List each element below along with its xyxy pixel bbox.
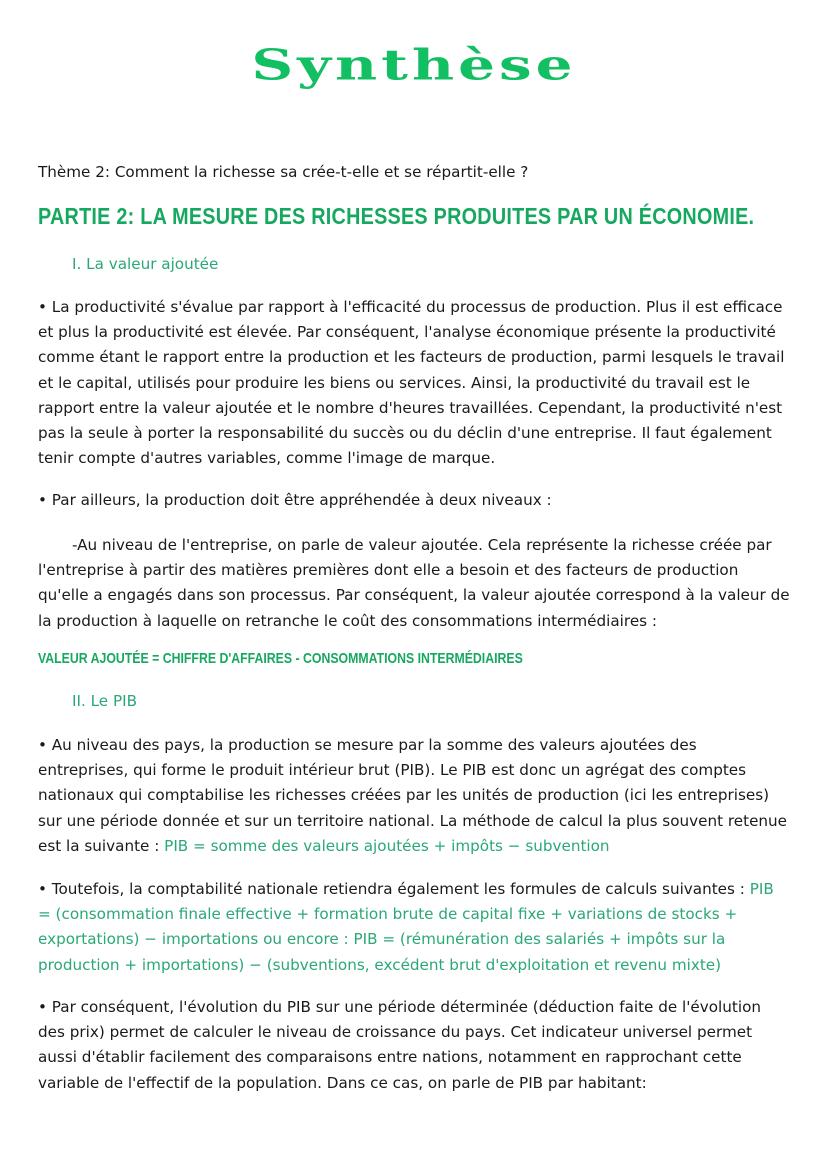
section-heading-pib: II. Le PIB	[72, 692, 138, 710]
part-heading: PARTIE 2: LA MESURE DES RICHESSES PRODUITES PAR UN ÉCONOMIE.	[38, 203, 755, 229]
formula-valeur-ajoutee: VALEUR AJOUTÉE = CHIFFRE D'AFFAIRES - CONSOMMATIONS INTERMÉDIAIRES	[38, 650, 523, 667]
theme-line: Thème 2: Comment la richesse sa crée-t-elle et se répartit-elle ?	[38, 163, 529, 181]
paragraph-pib-text: • Au niveau des pays, la production se mesure par la somme des valeurs ajoutées des entreprises, qui forme le produit intérieur brut (PIB). Le PIB est donc un agrégat des comptes nationaux qui comptabilise les richesses créées par les unités de production (ici les entreprises) sur une période donnée et sur un territoire national. La méthode de calcul la plus souvent retenue est la suivante :	[38, 736, 788, 855]
paragraph-pib	[38, 733, 790, 859]
paragraph-entreprise: -Au niveau de l'entreprise, on parle de valeur ajoutée. Cela représente la richesse créée par l'entreprise à partir des matières premières dont elle a besoin et des facteurs de production qu'elle a engagés dans son processus. Par conséquent, la valeur ajoutée correspond à la valeur de la production à laquelle on retranche le coût des consommations intermédiaires :	[38, 536, 790, 630]
paragraph-deux-niveaux: • Par ailleurs, la production doit être appréhendée à deux niveaux :	[38, 491, 552, 509]
document-title: Synthèse	[251, 40, 577, 90]
paragraph-productivite: • La productivité s'évalue par rapport à l'efficacité du processus de production. Plus il est efficace et plus la productivité est élevée. Par conséquent, l'analyse économique présente la productivité comme étant le rapport entre la production et les facteurs de production, parmi lesquels le travail et le capital, utilisés pour produire les biens ou services. Ainsi, la productivité du travail est le rapport entre la valeur ajoutée et le nombre d'heures travaillées. Cependant, la productivité n'est pas la seule à porter la responsabilité du succès ou du déclin d'une entreprise. Il faut également tenir compte d'autres variables, comme l'image de marque.	[38, 298, 785, 468]
pib-formula: PIB = somme des valeurs ajoutées + impôts − subvention	[164, 836, 610, 855]
section-heading-valeur-ajoutee: I. La valeur ajoutée	[72, 255, 219, 273]
paragraph-comptabilite	[38, 877, 790, 978]
pib-formulas: PIB = (consommation finale effective + formation brute de capital fixe + variations de stocks + exportations) − importations ou encore : PIB = (rémunération des salariés + impôts sur la production + importations) − (subventions, excédent brut d'exploitation et revenu mixte)	[38, 880, 774, 974]
paragraph-comptabilite-text: • Toutefois, la comptabilité nationale retiendra également les formules de calculs suivantes :	[38, 880, 750, 898]
paragraph-evolution-pib: • Par conséquent, l'évolution du PIB sur une période déterminée (déduction faite de l'évolution des prix) permet de calculer le niveau de croissance du pays. Cet indicateur universel permet aussi d'établir facilement des comparaisons entre nations, notamment en rapprochant cette variable de l'effectif de la population. Dans ce cas, on parle de PIB par habitant:	[38, 998, 761, 1092]
